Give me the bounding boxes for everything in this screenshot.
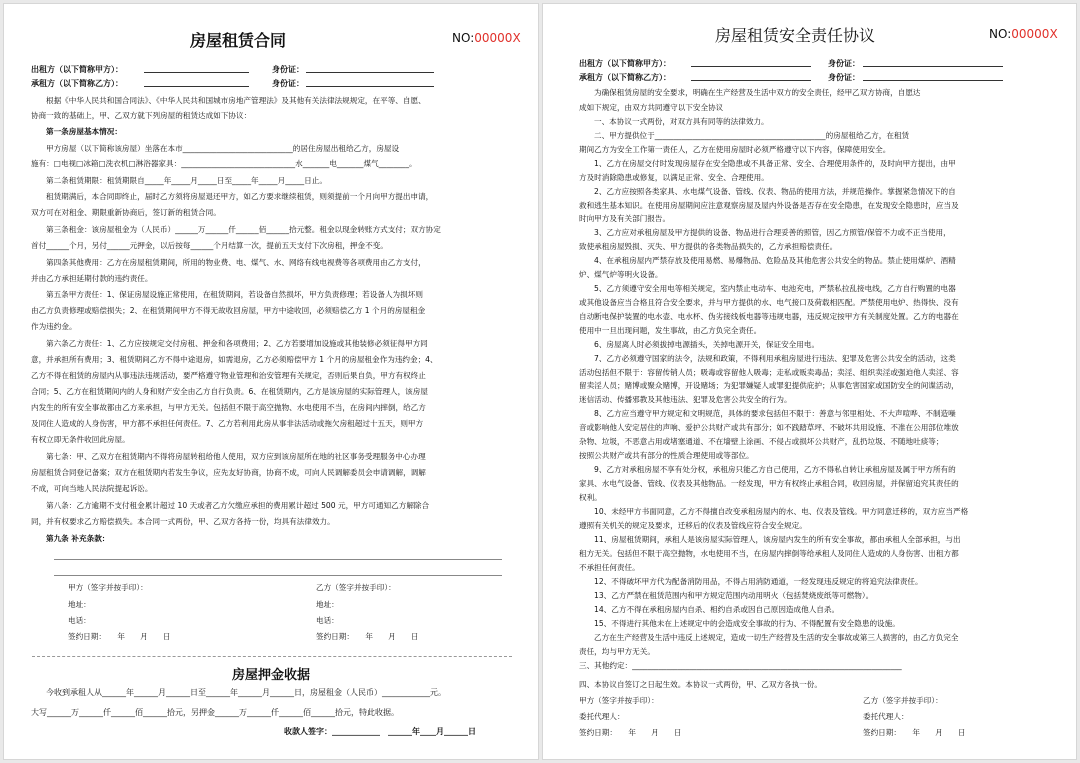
text-line: 内发生的所有安全事故都由乙方来承担，与甲方无关。包括但不限于高空抛物、水电使用不当，在房间内摔倒，给乙方 — [31, 403, 426, 412]
text-line: 按照公共财产或共有部分的性质合理使用或等部位。 — [579, 451, 754, 460]
phone-a: 电话： — [68, 616, 91, 625]
text-line: 第三条租金：该房屋租金为（人民币）______万______仟______佰______拾元整。租金以现金转账方式支付；双方协定 — [46, 225, 441, 234]
party-a-label: 出租方（以下简称甲方）： — [579, 59, 671, 68]
text-line: 6、房屋离人时必须拔掉电源插头，关掉电源开关，保证安全用电。 — [594, 340, 820, 349]
safety-agreement-page — [542, 3, 1077, 760]
agreement-number: NO:00000X — [989, 27, 1058, 41]
text-line: 乙方不得在租赁的房屋内从事违法违规活动，要严格遵守物业管理和治安管理有关规定，否则后果自负，甲方有权终止 — [31, 371, 426, 380]
agent-b: 委托代理人： — [863, 712, 909, 721]
text-line: 方及时消除隐患或修复，以满足正常、安全、合理使用。 — [579, 173, 769, 182]
text-line: 由乙方负责修理或赔偿损失；2、在租赁期间甲方不得无故收回房屋，甲方中途收回，必须赔偿乙方 1 个月的房屋租金 — [31, 306, 426, 315]
clause-heading: 第九条 补充条款： — [46, 534, 110, 543]
text-line: 7、乙方必须遵守国家的法令，法规和政策，不得利用承租房屋进行违法、犯罪及危害公共安全的活动，这类 — [594, 354, 956, 363]
text-line: 第二条租赁期限：租赁期限自_____年_____月_____日至_____年_____月_____日止。 — [46, 176, 327, 185]
text-line: 1、乙方在房屋交付时发现房屋存在安全隐患或不具备正常、安全、合理使用条件的，及时向甲方提出，由甲 — [594, 159, 956, 168]
text-line: 炉、煤气炉等明火设备。 — [579, 270, 663, 279]
sign-date-b: 签约日期： 年 月 日 — [316, 632, 419, 641]
text-line: 为确保租赁房屋的安全要求，明确在生产经营及生活中双方的安全责任，经甲乙双方协商，自愿达 — [594, 88, 921, 97]
text-line: 救和逃生基本知识。在使用房屋期间应注意观察房屋及屋内外设备是否存在安全隐患，在发现安全隐患时，应当及 — [579, 201, 959, 210]
text-line: 时向甲方及有关部门报告。 — [579, 214, 671, 223]
text-line: 不成，可向当地人民法院提起诉讼。 — [31, 484, 153, 493]
text-line: 或其他设备应当合格且符合安全要求，并与甲方提供的水、电气接口及荷载相匹配。严禁使用电炉、热得快、没有 — [579, 298, 959, 307]
text-line: 自动断电保护装置的电水壶、电水杯、伪劣接线板电器等违规电器，违反规定按甲方有关制度处置。乙方的电器在 — [579, 312, 959, 321]
text-line: 一、本协议一式两份，对双方具有同等的法律效力。 — [594, 117, 769, 126]
sign-party-b: 乙方（签字并按手印）： — [316, 583, 396, 592]
party-a-id-label: 身份证： — [272, 65, 304, 74]
supplement-line — [54, 559, 502, 560]
text-line: 家具、水电气设备、管线、仪表及其他物品。一经发现，甲方有权终止承租合同，收回房屋，并保留追究其责任的 — [579, 479, 959, 488]
clause-heading: 第一条房屋基本情况： — [46, 127, 122, 136]
text-line: 不承担任何责任。 — [579, 563, 640, 572]
text-line: 14、乙方不得在承租房屋内自杀、相约自杀或因自己原因造成他人自杀。 — [594, 605, 840, 614]
rental-contract-page — [3, 3, 539, 760]
text-line: 协商一致的基础上，甲、乙双方就下列房屋的租赁达成如下协议： — [31, 111, 252, 120]
text-line: 迷信活动、传播邪教及其他违法、犯罪及危害公共安全的行为。 — [579, 395, 792, 404]
party-b-label: 承租方（以下简称乙方）： — [31, 79, 123, 88]
text-line: 房屋租赁合同登记备案；双方在租赁期内若发生争议，应先友好协商，协商不成，可向人民调解委员会申请调解，调解 — [31, 468, 426, 477]
agreement-title: 房屋租赁安全责任协议 — [715, 26, 876, 45]
party-a-label: 出租方（以下简称甲方）： — [31, 65, 123, 74]
sign-party-b: 乙方（签字并按手印）： — [863, 696, 943, 705]
text-line: 并由乙方承担延期付款的违约责任。 — [31, 274, 153, 283]
text-line: 13、乙方严禁在租赁范围内和甲方规定范围内动用明火（包括焚烧废纸等可燃物）。 — [594, 591, 874, 600]
text-line: 首付______个月，另付______元押金，以后按每______个月结算一次，提前五天支付下次房租，押金不变。 — [31, 241, 388, 250]
deposit-line: 今收到承租人从______年______月______日至______年______月______日，房屋租金（人民币）____________元。 — [46, 688, 446, 697]
text-line: 权利。 — [579, 493, 602, 502]
cut-line — [32, 656, 512, 657]
party-a-id-label: 身份证： — [828, 59, 860, 68]
contract-number: NO:00000X — [452, 31, 521, 45]
sign-party-a: 甲方（签字并按手印）： — [579, 696, 659, 705]
text-line: 甲方房屋（以下简称该房屋）坐落在本市_____________________________的居住房屋出租给乙方，房屋设 — [46, 144, 400, 153]
text-line: 乙方在生产经营及生活中违反上述规定，造成一切生产经营及生活的安全事故或第三人损害的，由乙方负完全 — [594, 633, 959, 642]
text-line: 音或影响他人安定居住的声响、爱护公共财产或共有部分；如不践踏草坪、不破坏共用设施、不准在公用部位堆放 — [579, 423, 959, 432]
text-line: 11、房屋租赁期间，承租人是该房屋实际管理人，该房屋内发生的所有安全事故，都由承租人全部承担，与出 — [594, 535, 961, 544]
text-line: 12、不得破坏甲方代为配备消防用品，不得占用消防通道，一经发现违反规定的将追究法律责任。 — [594, 577, 923, 586]
text-line: 期间乙方为安全工作第一责任人，乙方在使用房屋时必须严格遵守以下内容，保障使用安全。 — [579, 145, 891, 154]
text-line: 留卖淫人员；赌博或聚众赌博，开设赌场；为犯罪嫌疑人或罪犯提供庇护；从事危害国家或国防安全的间谍活动， — [579, 381, 959, 390]
text-line: 使用中一旦出现问题，发生事故，由乙方负完全责任。 — [579, 326, 762, 335]
text-line: 作为违约金。 — [31, 322, 77, 331]
other-terms-line: 三、其他约定：_______________________________________________________________________ — [579, 661, 902, 670]
text-line: 四、本协议自签订之日起生效。本协议一式两份，甲、乙双方各执一份。 — [579, 680, 822, 689]
party-b-id-label: 身份证： — [272, 79, 304, 88]
text-line: 责任，均与甲方无关。 — [579, 647, 655, 656]
text-line: 活动包括但不限于：容留传销人员；吸毒或容留他人吸毒；走私或贩卖毒品；卖淫、组织卖淫或强迫他人卖淫、容 — [579, 368, 959, 377]
text-line: 杂物、垃圾，不恶意占用或堵塞通道、不在墙壁上涂画、不侵占或损坏公共财产，乱扔垃圾、不随地吐痰等； — [579, 437, 944, 446]
text-line: 施有：□电视□冰箱□洗衣机□淋浴器家具：______________________________水_______电_______煤气________。 — [31, 159, 417, 168]
text-line: 致使承租房屋毁损、灭失、甲方提供的各类物品损失的，乙方承担赔偿责任。 — [579, 242, 838, 251]
sign-date-b: 签约日期： 年 月 日 — [863, 728, 966, 737]
text-line: 双方可在对租金、期限重新协商后，签订新的租赁合同。 — [31, 208, 221, 217]
sign-date-a: 签约日期： 年 月 日 — [579, 728, 682, 737]
agent-a: 委托代理人： — [579, 712, 625, 721]
text-line: 2、乙方应按照各类家具、水电煤气设备、管线、仪表、物品的使用方法，并规范操作。掌握紧急情况下的自 — [594, 187, 956, 196]
text-line: 租赁期满后，本合同即终止，届时乙方须将房屋退还甲方，如乙方要求继续租赁，则须提前一个月向甲方提出申请， — [46, 192, 434, 201]
text-line: 二、甲方提供位于_____________________________________________的房屋租给乙方，在租赁 — [594, 131, 910, 140]
deposit-signature: 收款人签字：____________ ______年____月______日 — [284, 727, 476, 736]
text-line: 第六条乙方责任：1、乙方应按规定交付房租、押金和各项费用；2、乙方若要增加设施或其他装修必须征得甲方同 — [46, 339, 428, 348]
text-line: 8、乙方应当遵守甲方规定和文明规范，具体的要求包括但不限于：善意与邻里相处、不大声喧哗、不制造噪 — [594, 409, 956, 418]
text-line: 9、乙方对承租房屋不享有处分权，承租房只能乙方自己使用，乙方不得私自转让承租房屋及属于甲方所有的 — [594, 465, 956, 474]
text-line: 10、未经甲方书面同意，乙方不得擅自改变承租房屋内的水、电、仪表及管线。甲方同意迁移的，双方应当严格 — [594, 507, 969, 516]
sign-date-a: 签约日期： 年 月 日 — [68, 632, 171, 641]
sign-party-a: 甲方（签字并按手印）： — [68, 583, 148, 592]
text-line: 15、不得进行其他未在上述规定中的会造成安全事故的行为、不得配置有安全隐患的设施。 — [594, 619, 900, 628]
party-b-label: 承租方（以下简称乙方）： — [579, 73, 671, 82]
text-line: 有权立即无条件收回此房屋。 — [31, 435, 130, 444]
text-line: 及同住人造成的人身伤害，甲方都不承担任何责任。7、乙方若利用此房从事非法活动或拖欠房租超过十五天，则甲方 — [31, 419, 424, 428]
address-b: 地址： — [316, 600, 339, 609]
text-line: 第五条甲方责任：1、保证房屋设施正常使用，在租赁期间，若设备自然损坏，甲方负责修理；若设备人为损坏则 — [46, 290, 423, 299]
text-line: 意，并承担所有费用；3、租赁期间乙方不得中途退房，如需退房，乙方必须赔偿甲方 1 个月的房屋租金作为违约金；4、 — [31, 355, 438, 364]
phone-b: 电话： — [316, 616, 339, 625]
contract-title: 房屋租赁合同 — [190, 31, 287, 50]
text-line: 3、乙方应对承租房屋及甲方提供的设备、物品进行合理妥善的照管，因乙方照管/保管不力或不正当使用， — [594, 228, 951, 237]
deposit-receipt-title: 房屋押金收据 — [232, 668, 311, 683]
text-line: 同，并有权要求乙方赔偿损失。本合同一式两份，甲、乙双方各持一份，均具有法律效力。 — [31, 517, 335, 526]
address-a: 地址： — [68, 600, 91, 609]
text-line: 成如下规定，由双方共同遵守以下安全协议 — [579, 103, 724, 112]
text-line: 租方无关。包括但不限于高空抛物，水电使用不当，在房屋内摔倒等给承租人及同住人造成的人身伤害、出租方都 — [579, 549, 959, 558]
party-b-id-label: 身份证： — [828, 73, 860, 82]
supplement-line — [54, 575, 502, 576]
text-line: 第八条：乙方逾期不支付租金累计超过 10 天或者乙方欠缴应承担的费用累计超过 500 元，甲方可通知乙方解除合 — [46, 501, 430, 510]
text-line: 第七条：甲、乙双方在租赁期内不得将房屋转租给他人使用，双方应到该房屋所在地的社区事务受理服务中心办理 — [46, 452, 426, 461]
text-line: 合同；5、乙方在租赁期间内的人身和财产安全由乙方自行负责。6、在租赁期内，乙方是该房屋的实际管理人，该房屋 — [31, 387, 428, 396]
text-line: 遵照有关机关的规定及要求，迁移后的仪表及管线应符合安全规定。 — [579, 521, 807, 530]
text-line: 4、在承租房屋内严禁存放及使用易燃、易爆物品、危险品及其他危害公共安全的物品。禁止使用煤炉、酒精 — [594, 256, 956, 265]
deposit-line: 大写______万______仟______佰______拾元，另押金______万______仟______佰______拾元，特此收据。 — [31, 708, 399, 717]
text-line: 第四条其他费用：乙方在房屋租赁期间，所用的物业费、电、煤气、水、网络有线电视费等各项费用由乙方支付， — [46, 258, 426, 267]
text-line: 根据《中华人民共和国合同法》、《中华人民共和国城市房地产管理法》及其他有关法律法规规定，在平等、自愿、 — [46, 96, 426, 105]
text-line: 5、乙方须遵守安全用电等相关规定，室内禁止电动车、电池充电，严禁私拉乱接电线，乙方自行购置的电器 — [594, 284, 956, 293]
